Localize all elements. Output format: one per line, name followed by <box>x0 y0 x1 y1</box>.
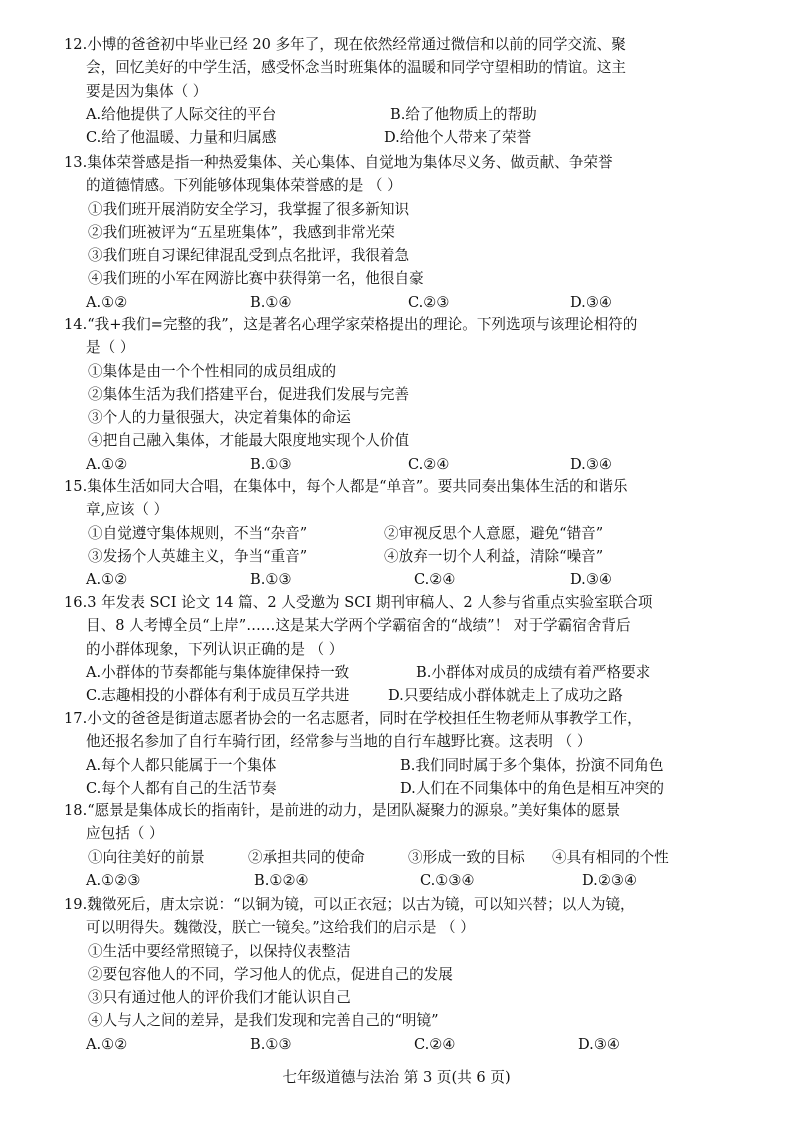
statement: ④放弃一切个人利益，清除“噪音” <box>384 547 604 565</box>
option-c[interactable]: C.②③ <box>408 293 450 311</box>
statement: ②我们班被评为“五星班集体”，我感到非常光荣 <box>88 223 395 241</box>
statement: ④人与人之间的差异，是我们发现和完善自己的“明镜” <box>88 1012 439 1030</box>
option-row <box>64 291 754 314</box>
option-row <box>64 453 754 476</box>
statement: ③形成一致的目标 <box>408 848 525 866</box>
statement: ①我们班开展消防安全学习，我掌握了很多新知识 <box>88 200 410 218</box>
question-stem-line: 是（ ） <box>86 339 135 357</box>
question-stem-line: 应包括（ ） <box>86 825 164 843</box>
statement: ③发扬个人英雄主义，争当“重音” <box>88 547 308 565</box>
statement: ②要包容他人的不同，学习他人的优点，促进自己的发展 <box>88 965 453 983</box>
option-a[interactable]: A.每个人都只能属于一个集体 <box>86 756 277 774</box>
option-row <box>64 777 754 800</box>
question-stem-line: 目、8 人考博全员“上岸”……这是某大学两个学霸宿舍的“战绩”！ 对于学霸宿舍背后 <box>86 617 631 635</box>
question-stem-line: 15.集体生活如同大合唱，在集体中，每个人都是“单音”。要共同奏出集体生活的和谐乐 <box>64 478 628 495</box>
statement-row <box>64 522 754 545</box>
option-d[interactable]: D.③④ <box>570 571 612 589</box>
option-a[interactable]: A.①② <box>86 293 128 311</box>
option-c[interactable]: C.给了他温暖、力量和归属感 <box>86 129 277 147</box>
question-stem-line: 14.“我+我们=完整的我”，这是著名心理学家荣格提出的理论。下列选项与该理论相符的 <box>64 316 638 333</box>
question-13 <box>64 151 754 314</box>
option-d[interactable]: D.给他个人带来了荣誉 <box>384 129 532 147</box>
statement: ②审视反思个人意愿，避免“错音” <box>384 524 604 542</box>
option-a[interactable]: A.①②③ <box>86 871 141 889</box>
statement: ②承担共同的使命 <box>248 848 365 866</box>
option-row <box>64 869 754 892</box>
option-d[interactable]: D.人们在不同集体中的角色是相互冲突的 <box>400 779 664 797</box>
question-stem-line: 会，回忆美好的中学生活，感受怀念当时班集体的温暖和同学守望相助的情谊。这主 <box>86 59 626 77</box>
option-b[interactable]: B.①③ <box>250 571 292 589</box>
statement-row <box>64 545 754 568</box>
option-row <box>64 754 754 777</box>
option-a[interactable]: A.①② <box>86 1035 128 1053</box>
question-14 <box>64 313 754 476</box>
statement: ①集体是由一个个性相同的成员组成的 <box>88 362 337 380</box>
option-b[interactable]: B.①③ <box>250 455 292 473</box>
page-footer: 七年级道德与法治 第 3 页(共 6 页) <box>282 1069 511 1086</box>
question-stem-line: 章,应该（ ） <box>86 501 169 519</box>
question-stem-line: 18.“愿景是集体成长的指南针，是前进的动力，是团队凝聚力的源泉。”美好集体的愿景 <box>64 802 621 819</box>
question-stem-line: 可以明得失。魏徵没，朕亡一镜矣。”这给我们的启示是 （ ） <box>86 919 475 937</box>
option-c[interactable]: C.每个人都有自己的生活节奏 <box>86 779 277 797</box>
option-c[interactable]: C.②④ <box>408 455 450 473</box>
question-stem-line: 17.小文的爸爸是街道志愿者协会的一名志愿者，同时在学校担任生物老师从事教学工作， <box>64 710 642 727</box>
question-19 <box>64 893 754 1056</box>
question-16 <box>64 591 754 707</box>
option-a[interactable]: A.①② <box>86 571 128 589</box>
statement: ①向往美好的前景 <box>88 848 205 866</box>
statement: ①生活中要经常照镜子，以保持仪表整洁 <box>88 942 351 960</box>
option-d[interactable]: D.③④ <box>570 293 612 311</box>
option-row <box>64 103 754 126</box>
option-a[interactable]: A.小群体的节奏都能与集体旋律保持一致 <box>86 663 350 681</box>
option-d[interactable]: D.②③④ <box>582 871 638 889</box>
question-stem-line: 他还报名参加了自行车骑行团，经常参与当地的自行车越野比赛。这表明 （ ） <box>86 733 592 751</box>
option-b[interactable]: B.①④ <box>250 293 292 311</box>
option-b[interactable]: B.我们同时属于多个集体，扮演不同角色 <box>400 756 664 774</box>
option-a[interactable]: A.给他提供了人际交往的平台 <box>86 105 277 123</box>
option-c[interactable]: C.②④ <box>414 571 456 589</box>
option-c[interactable]: C.①③④ <box>420 871 475 889</box>
question-15 <box>64 475 754 591</box>
option-b[interactable]: B.①②④ <box>254 871 309 889</box>
statement: ④把自己融入集体，才能最大限度地实现个人价值 <box>88 432 410 450</box>
question-18 <box>64 799 754 892</box>
option-b[interactable]: B.小群体对成员的成绩有着严格要求 <box>416 663 651 681</box>
question-stem-line: 的道德情感。下列能够体现集体荣誉感的是 （ ） <box>86 177 402 195</box>
option-d[interactable]: D.③④ <box>578 1035 620 1053</box>
question-12 <box>64 33 754 149</box>
option-b[interactable]: B.给了他物质上的帮助 <box>390 105 537 123</box>
option-d[interactable]: D.只要结成小群体就走上了成功之路 <box>388 687 623 705</box>
question-stem-line: 13.集体荣誉感是指一种热爱集体、关心集体、自觉地为集体尽义务、做贡献、争荣誉 <box>64 154 613 171</box>
option-row <box>64 1033 754 1056</box>
option-row <box>64 684 754 707</box>
option-row <box>64 126 754 149</box>
question-stem-line: 12.小博的爸爸初中毕业已经 20 多年了，现在依然经常通过微信和以前的同学交流、聚 <box>64 36 626 53</box>
statement: ④我们班的小军在网游比赛中获得第一名，他很自豪 <box>88 270 424 288</box>
option-c[interactable]: C.志趣相投的小群体有利于成员互学共进 <box>86 687 350 705</box>
question-stem-line: 要是因为集体（ ） <box>86 82 208 100</box>
question-stem-line: 19.魏徵死后，唐太宗说：“以铜为镜，可以正衣冠；以古为镜，可以知兴替；以人为镜， <box>64 896 635 913</box>
statement: ③个人的力量很强大，决定着集体的命运 <box>88 409 351 427</box>
option-c[interactable]: C.②④ <box>414 1035 456 1053</box>
question-17 <box>64 707 754 800</box>
question-stem-line: 16.3 年发表 SCI 论文 14 篇、2 人受邀为 SCI 期刊审稿人、2 人参与省重点实验室联合项 <box>64 594 653 611</box>
statement: ①自觉遵守集体规则，不当“杂音” <box>88 524 308 542</box>
statement: ③我们班自习课纪律混乱受到点名批评，我很着急 <box>88 247 410 265</box>
option-row <box>64 661 754 684</box>
statement: ④具有相同的个性 <box>552 848 669 866</box>
option-b[interactable]: B.①③ <box>250 1035 292 1053</box>
option-a[interactable]: A.①② <box>86 455 128 473</box>
statement: ②集体生活为我们搭建平台，促进我们发展与完善 <box>88 385 410 403</box>
statement: ③只有通过他人的评价我们才能认识自己 <box>88 989 351 1007</box>
question-stem-line: 的小群体现象，下列认识正确的是 （ ） <box>86 640 344 658</box>
option-d[interactable]: D.③④ <box>570 455 612 473</box>
statement-row <box>64 846 754 869</box>
option-row <box>64 568 754 591</box>
